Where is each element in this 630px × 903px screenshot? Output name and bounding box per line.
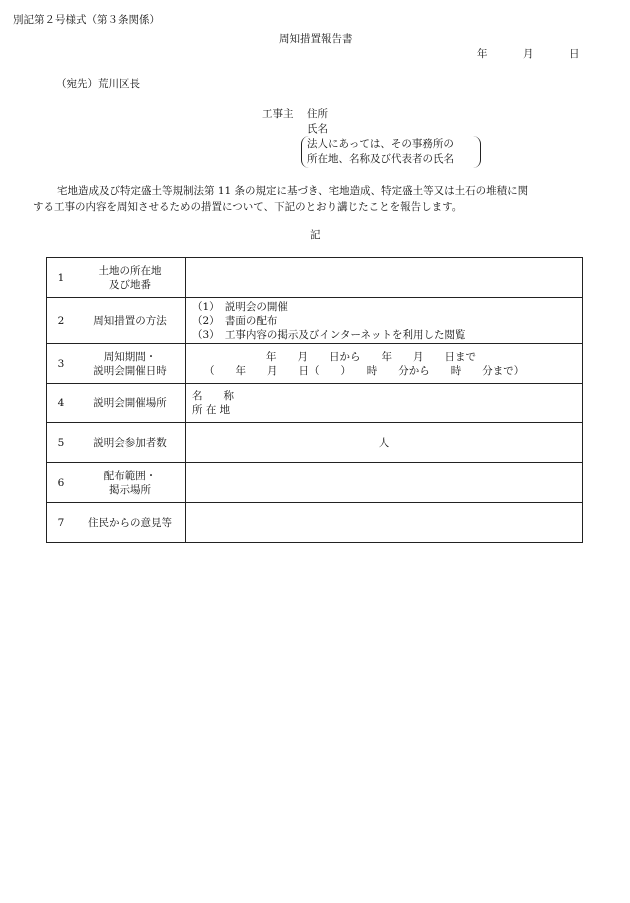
method-item[interactable]: （3） 工事内容の掲示及びインターネットを利用した閲覧 [192,328,466,341]
distribution-area-field[interactable] [186,463,583,503]
label-line: 住民からの意見等 [88,516,172,529]
row-number: 7 [47,503,76,543]
row-number: 6 [47,463,76,503]
table-row [47,258,583,298]
label-line: 配布範囲・ [103,469,157,482]
label-line: 説明会開催日時 [93,364,167,377]
addressee: （宛先）荒川区長 [56,78,140,90]
method-item[interactable]: （1） 説明会の開催 [192,300,288,313]
corp-note-line1: 法人にあっては、その事務所の [307,138,454,150]
row-number: 1 [47,258,76,298]
row-label [75,463,186,503]
date-year: 年 [477,48,488,60]
label-line: 周知期間・ [103,350,157,363]
venue-name-label: 名 称 [192,390,234,402]
row-label [75,258,186,298]
label-line: 説明会開催場所 [93,397,167,409]
row-number: 3 [47,344,76,384]
row-number: 4 [47,384,76,423]
period-line: 年 月 日から 年 月 日まで [266,350,476,363]
ki-heading: 記 [310,229,321,241]
row-label [75,384,186,423]
participants-field[interactable] [186,423,583,463]
resident-opinions-field[interactable] [186,503,583,543]
report-table [46,257,583,543]
datetime-line: （ 年 月 日（ ） 時 分から 時 分まで） [204,364,525,377]
table-row [47,384,583,423]
participants-unit: 人 [378,436,390,449]
table-row [47,298,583,344]
document-title: 周知措置報告書 [279,33,353,45]
land-location-field[interactable] [186,258,583,298]
table-row [47,463,583,503]
venue-field[interactable] [186,384,583,423]
table-row [47,344,583,384]
label-line: 周知措置の方法 [93,314,167,327]
row-number: 5 [47,423,76,463]
table-row [47,423,583,463]
method-options [186,298,583,344]
date-day: 日 [569,48,580,60]
method-item[interactable]: （2） 書面の配布 [192,314,278,327]
label-line: 土地の所在地 [98,264,162,277]
date-month: 月 [523,48,534,60]
venue-address-label: 所 在 地 [192,404,231,416]
row-label [75,298,186,344]
corp-note-line2: 所在地、名称及び代表者の氏名 [307,153,454,165]
label-line: 及び地番 [109,278,151,291]
paragraph-line1: 宅地造成及び特定盛土等規制法第 11 条の規定に基づき、宅地造成、特定盛土等又は土石の堆積に関 [57,185,529,197]
applicant-name-label: 氏名 [307,123,328,135]
form-reference: 別記第２号様式（第３条関係） [13,14,160,26]
label-line: 掲示場所 [109,483,151,496]
report-paragraph [33,183,585,215]
paragraph-line2: する工事の内容を周知させるための措置について、下記のとおり講じたことを報告します。 [33,201,463,213]
applicant-address-label: 住所 [307,108,328,120]
row-label [75,423,186,463]
applicant-role: 工事主 [262,108,294,120]
row-label [75,344,186,384]
row-label [75,503,186,543]
table-row [47,503,583,543]
period-datetime-field[interactable] [186,344,583,384]
label-line: 説明会参加者数 [93,436,167,449]
row-number: 2 [47,298,76,344]
